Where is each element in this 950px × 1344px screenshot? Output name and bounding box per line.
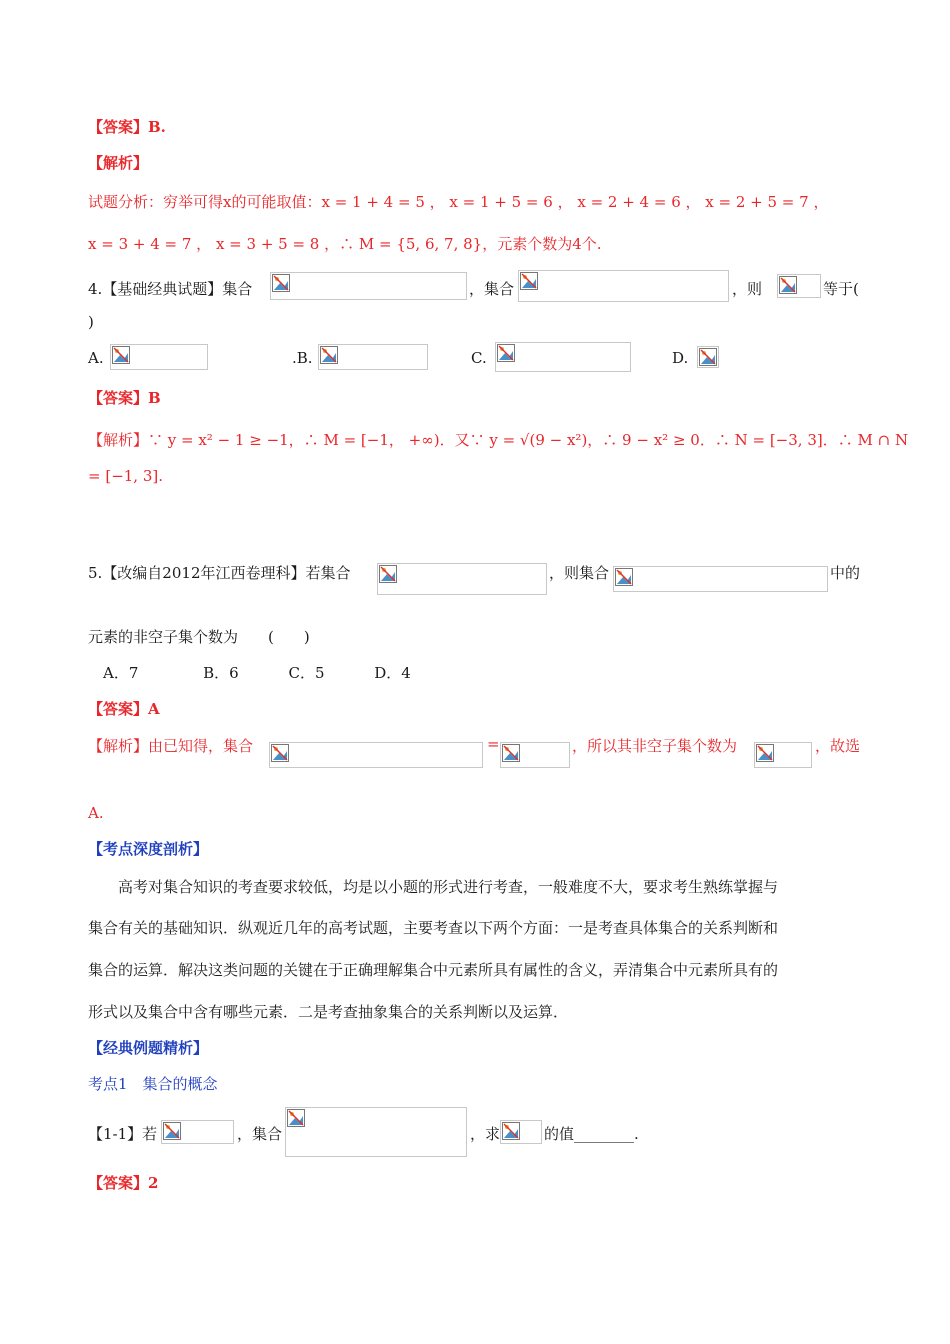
formula-image-placeholder: [270, 272, 467, 300]
answer-label: 【答案】A: [88, 700, 160, 718]
paragraph-line: 集合的运算．解决这类问题的关键在于正确理解集合中元素所具有属性的含义，弄清集合中元素所具有的: [88, 961, 779, 979]
solution-text: 【解析】∵ y = x² − 1 ≥ −1，∴ M = [−1， +∞)．又∵ y = √(9 − x²)，∴ 9 − x² ≥ 0．∴ N = [−3, 3]．∴ M ∩ N: [88, 431, 909, 449]
solution-last: A.: [88, 804, 104, 822]
formula-image-placeholder: [754, 742, 812, 768]
broken-image-icon: [112, 346, 130, 364]
formula-image-placeholder: [518, 270, 729, 302]
formula-image-placeholder: [500, 1120, 542, 1144]
paragraph-line: 形式以及集合中含有哪些元素．二是考查抽象集合的关系判断以及运算．: [88, 1003, 569, 1021]
subsection-heading: 考点1 集合的概念: [88, 1075, 218, 1093]
option-d-image: [697, 346, 719, 368]
paragraph-line: 高考对集合知识的考查要求较低，均是以小题的形式进行考查，一般难度不大，要求考生熟练掌握与: [118, 878, 779, 896]
question-4-suffix: 等于(: [823, 280, 859, 298]
answer-label: 【答案】B.: [88, 118, 166, 136]
paragraph-line: 集合有关的基础知识．纵观近几年的高考试题，主要考查以下两个方面：一是考查具体集合的关系判断和: [88, 919, 779, 937]
question-5-options: A．7 B．6 C．5 D．4: [103, 664, 411, 682]
solution-prefix: 【解析】由已知得，集合: [88, 737, 254, 755]
answer-label: 【答案】B: [88, 389, 161, 407]
broken-image-icon: [615, 568, 633, 586]
broken-image-icon: [272, 274, 290, 292]
section-heading: 【经典例题精析】: [88, 1039, 209, 1057]
analysis-label: 【解析】: [88, 154, 149, 172]
question-4-mid: ，集合: [469, 280, 515, 298]
question-4-prefix: 4.【基础经典试题】集合: [88, 280, 253, 298]
solution-end: ，故选: [815, 737, 861, 755]
analysis-text: 试题分析：穷举可得x的可能取值：x = 1 + 4 = 5 ， x = 1 + 5 = 6 ， x = 2 + 4 = 6 ， x = 2 + 5 = 7 ，: [88, 193, 829, 211]
formula-image-placeholder: [377, 563, 547, 595]
option-b-image: [318, 344, 428, 370]
broken-image-icon: [497, 344, 515, 362]
option-a-label: A.: [88, 349, 104, 367]
question-5-prefix: 5.【改编自2012年江西卷理科】若集合: [88, 564, 351, 582]
example-end: 的值________.: [544, 1125, 639, 1143]
option-c-label: C.: [471, 349, 487, 367]
solution-mid: ，所以其非空子集个数为: [572, 737, 738, 755]
example-prefix: 【1-1】若: [88, 1125, 158, 1143]
question-4-then: ，则: [732, 280, 763, 298]
broken-image-icon: [271, 744, 289, 762]
option-a-image: [110, 344, 208, 370]
broken-image-icon: [699, 348, 717, 366]
broken-image-icon: [502, 744, 520, 762]
broken-image-icon: [287, 1109, 305, 1127]
formula-image-placeholder: [269, 742, 483, 768]
broken-image-icon: [502, 1122, 520, 1140]
question-5-then: ，则集合: [549, 564, 610, 582]
formula-image-placeholder: [161, 1120, 234, 1144]
broken-image-icon: [379, 565, 397, 583]
broken-image-icon: [520, 272, 538, 290]
formula-image-placeholder: [613, 566, 828, 592]
formula-image-placeholder: [777, 274, 821, 298]
example-ask: ，求: [470, 1125, 501, 1143]
formula-image-placeholder: [500, 742, 570, 768]
solution-equals: =: [487, 735, 500, 753]
option-d-label: D.: [672, 349, 689, 367]
option-b-label: .B.: [292, 349, 313, 367]
answer-label: 【答案】2: [88, 1174, 159, 1192]
analysis-text: x = 3 + 4 = 7 ， x = 3 + 5 = 8 ，∴ M = {5, 6, 7, 8}，元素个数为4个.: [88, 235, 602, 253]
question-4-paren: ): [88, 313, 94, 331]
broken-image-icon: [756, 744, 774, 762]
section-heading: 【考点深度剖析】: [88, 840, 209, 858]
formula-image-placeholder: [285, 1107, 467, 1157]
question-5-suffix: 中的: [830, 564, 861, 582]
solution-text: = [−1, 3].: [88, 467, 163, 485]
broken-image-icon: [320, 346, 338, 364]
example-mid: ，集合: [237, 1125, 283, 1143]
option-c-image: [495, 342, 631, 372]
question-5-line2: 元素的非空子集个数为 ( ): [88, 628, 310, 646]
broken-image-icon: [163, 1122, 181, 1140]
broken-image-icon: [779, 276, 797, 294]
